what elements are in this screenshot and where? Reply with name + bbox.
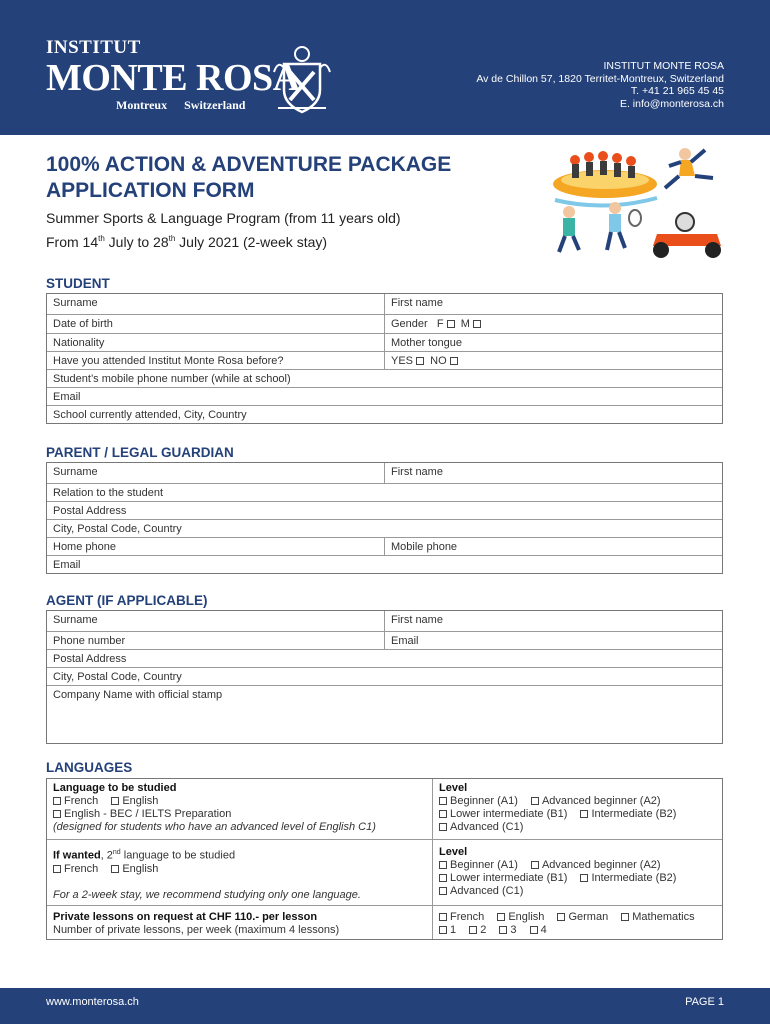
private-math-checkbox[interactable] <box>621 913 629 921</box>
agent-form <box>46 610 723 744</box>
lang2-english-checkbox[interactable] <box>111 865 119 873</box>
institut-logo <box>46 38 300 112</box>
lang2-c1-checkbox[interactable] <box>439 887 447 895</box>
private-lessons-options: French English German Mathematics 1 2 3 4 <box>433 906 722 939</box>
logo-line2: MONTE ROSA <box>46 57 300 99</box>
lang1-a2-checkbox[interactable] <box>531 797 539 805</box>
language-level-cell: Level Beginner (A1) Advanced beginner (A2) Lower intermediate (B1) Intermediate (B2) Advanced (C1) <box>439 782 677 833</box>
contact-name: INSTITUT MONTE ROSA <box>603 60 724 72</box>
student-first-name-field[interactable]: First name <box>391 297 443 309</box>
parent-mobile-phone-field[interactable]: Mobile phone <box>391 540 458 553</box>
gender-m-checkbox[interactable] <box>473 320 481 328</box>
lang1-c1-checkbox[interactable] <box>439 823 447 831</box>
contact-email: E. info@monterosa.ch <box>619 97 724 110</box>
agent-postal-field[interactable]: Postal Address <box>53 652 127 665</box>
parent-first-name-field[interactable]: First name <box>391 466 443 478</box>
lang2-b1-checkbox[interactable] <box>439 874 447 882</box>
private-4-checkbox[interactable] <box>530 926 538 934</box>
contact-block <box>476 60 724 110</box>
lang1-a1-checkbox[interactable] <box>439 797 447 805</box>
lang2-a1-checkbox[interactable] <box>439 861 447 869</box>
contact-address: Av de Chillon 57, 1820 Territet-Montreux, Switzerland <box>476 72 724 85</box>
second-language-level-cell: Level Beginner (A1) Advanced beginner (A2) Lower intermediate (B1) Intermediate (B2) Advanced (C1) <box>439 846 677 897</box>
parent-relation-field[interactable]: Relation to the student <box>53 486 164 499</box>
parent-city-field[interactable]: City, Postal Code, Country <box>53 522 182 535</box>
student-gender-field: Gender F M <box>385 315 722 334</box>
gender-f-checkbox[interactable] <box>447 320 455 328</box>
footer-url[interactable]: www.monterosa.ch <box>46 996 139 1008</box>
agent-heading: AGENT (IF APPLICABLE) <box>46 593 208 608</box>
contact-phone: T. +41 21 965 45 45 <box>630 85 724 97</box>
lang1-english-checkbox[interactable] <box>111 797 119 805</box>
student-dob-field[interactable]: Date of birth <box>47 315 385 334</box>
lang1-english-bec-checkbox[interactable] <box>53 810 61 818</box>
agent-email-field[interactable]: Email <box>391 634 419 647</box>
parent-heading: PARENT / LEGAL GUARDIAN <box>46 445 234 460</box>
logo-city: Montreux <box>116 98 168 112</box>
header-banner <box>0 0 770 135</box>
parent-form <box>46 462 723 574</box>
private-1-checkbox[interactable] <box>439 926 447 934</box>
page-number: PAGE 1 <box>685 996 724 1008</box>
parent-surname-field[interactable]: Surname <box>47 463 385 483</box>
lang2-a2-checkbox[interactable] <box>531 861 539 869</box>
student-email-field[interactable]: Email <box>53 391 81 403</box>
languages-heading: LANGUAGES <box>46 760 133 775</box>
lang1-french-checkbox[interactable] <box>53 797 61 805</box>
private-lessons-cell: Private lessons on request at CHF 110.- per lesson Number of private lessons, per week (maximum 4 lessons) <box>47 906 433 939</box>
private-english-checkbox[interactable] <box>497 913 505 921</box>
languages-table <box>46 778 723 940</box>
parent-home-phone-field[interactable]: Home phone <box>47 538 385 555</box>
student-attended-question: Have you attended Institut Monte Rosa before? <box>47 352 385 369</box>
private-2-checkbox[interactable] <box>469 926 477 934</box>
program-dates: From 14th July to 28th July 2021 (2-week stay) <box>46 234 328 250</box>
logo-country: Switzerland <box>184 98 246 112</box>
footer-bar <box>0 988 770 1024</box>
logo-line1: INSTITUT <box>46 37 141 58</box>
parent-email-field[interactable]: Email <box>53 558 81 571</box>
language-choice-cell: Language to be studied French English English - BEC / IELTS Preparation (designed for students who have an advanced level of English C1) <box>47 779 433 839</box>
private-german-checkbox[interactable] <box>557 913 565 921</box>
private-french-checkbox[interactable] <box>439 913 447 921</box>
agent-first-name-field[interactable]: First name <box>391 614 443 626</box>
program-subtitle: Summer Sports & Language Program (from 11 years old) <box>46 210 401 226</box>
private-3-checkbox[interactable] <box>499 926 507 934</box>
crest-icon <box>270 42 334 114</box>
attended-yes-checkbox[interactable] <box>416 357 424 365</box>
lang2-b2-checkbox[interactable] <box>580 874 588 882</box>
page-title: 100% ACTION & ADVENTURE PACKAGE APPLICATION FORM <box>46 153 452 202</box>
student-nationality-field[interactable]: Nationality <box>47 334 385 351</box>
agent-phone-field[interactable]: Phone number <box>47 632 385 649</box>
second-language-cell: If wanted, 2nd language to be studied French English For a 2-week stay, we recommend studying only one language. <box>47 840 433 905</box>
lang1-b2-checkbox[interactable] <box>580 810 588 818</box>
lang2-french-checkbox[interactable] <box>53 865 61 873</box>
parent-postal-field[interactable]: Postal Address <box>53 504 127 517</box>
student-attended-options: YES NO <box>385 352 722 369</box>
student-school-field[interactable]: School currently attended, City, Country <box>53 409 247 421</box>
agent-company-field[interactable]: Company Name with official stamp <box>53 688 223 701</box>
activities-illustration <box>545 142 730 267</box>
lang1-b1-checkbox[interactable] <box>439 810 447 818</box>
attended-no-checkbox[interactable] <box>450 357 458 365</box>
student-heading: STUDENT <box>46 276 110 291</box>
student-form <box>46 293 723 424</box>
student-surname-field[interactable]: Surname <box>47 294 385 314</box>
agent-surname-field[interactable]: Surname <box>47 611 385 631</box>
agent-city-field[interactable]: City, Postal Code, Country <box>53 670 182 683</box>
student-mother-tongue-field[interactable]: Mother tongue <box>391 337 462 349</box>
student-mobile-field[interactable]: Student’s mobile phone number (while at school) <box>53 373 291 385</box>
